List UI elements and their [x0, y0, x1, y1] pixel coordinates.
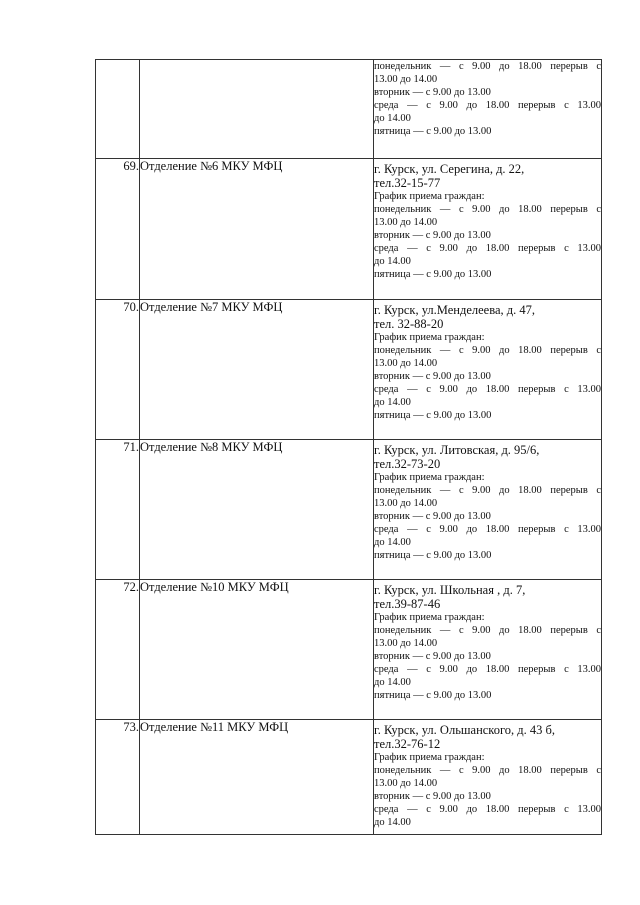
schedule-cell	[374, 60, 602, 159]
mfc-offices-table	[95, 59, 602, 835]
schedule-friday: пятница — с 9.00 до 13.00	[374, 690, 492, 701]
schedule-friday: пятница — с 9.00 до 13.00	[374, 550, 492, 561]
schedule-monday-cont: 13.00 до 14.00	[374, 778, 438, 789]
office-address: г. Курск, ул.Менделеева, д. 47,	[374, 303, 535, 317]
schedule-wednesday: среда — с 9.00 до 18.00 перерыв с 13.00	[374, 524, 601, 535]
office-info-cell	[374, 720, 602, 835]
schedule-monday-cont: 13.00 до 14.00	[374, 217, 438, 228]
schedule-friday: пятница — с 9.00 до 13.00	[374, 269, 492, 280]
office-phone: тел.32-15-77	[374, 176, 441, 190]
schedule-monday-cont: 13.00 до 14.00	[374, 498, 438, 509]
office-address: г. Курск, ул. Ольшанского, д. 43 б,	[374, 723, 556, 737]
schedule-wednesday: среда — с 9.00 до 18.00 перерыв с 13.00	[374, 100, 601, 111]
schedule-monday-cont: 13.00 до 14.00	[374, 358, 438, 369]
schedule-friday: пятница — с 9.00 до 13.00	[374, 410, 492, 421]
schedule-friday: пятница — с 9.00 до 13.00	[374, 126, 492, 137]
schedule-tuesday: вторник — с 9.00 до 13.00	[374, 371, 491, 382]
office-info-cell	[374, 300, 602, 440]
schedule-monday: понедельник — с 9.00 до 18.00 перерыв с	[374, 625, 601, 636]
schedule-heading: График приема граждан:	[374, 472, 485, 483]
schedule-tuesday: вторник — с 9.00 до 13.00	[374, 791, 491, 802]
table-row	[96, 720, 602, 835]
schedule-monday: понедельник — с 9.00 до 18.00 перерыв с	[374, 204, 601, 215]
schedule-wednesday-cont: до 14.00	[374, 397, 411, 408]
schedule-monday: понедельник — с 9.00 до 18.00 перерыв с	[374, 485, 601, 496]
row-number: 69.	[96, 159, 140, 300]
office-info-cell	[374, 440, 602, 580]
schedule-monday: понедельник — с 9.00 до 18.00 перерыв с	[374, 765, 601, 776]
schedule-wednesday-cont: до 14.00	[374, 113, 411, 124]
schedule-wednesday: среда — с 9.00 до 18.00 перерыв с 13.00	[374, 384, 601, 395]
row-number-cell	[96, 60, 140, 159]
schedule-wednesday: среда — с 9.00 до 18.00 перерыв с 13.00	[374, 664, 601, 675]
schedule-monday-cont: 13.00 до 14.00	[374, 638, 438, 649]
table-row	[96, 159, 602, 300]
row-number: 72.	[96, 580, 140, 720]
office-address: г. Курск, ул. Серегина, д. 22,	[374, 162, 525, 176]
table-row	[96, 440, 602, 580]
schedule-wednesday: среда — с 9.00 до 18.00 перерыв с 13.00	[374, 804, 601, 815]
office-phone: тел.32-76-12	[374, 737, 441, 751]
schedule-heading: График приема граждан:	[374, 332, 485, 343]
table-row	[96, 300, 602, 440]
schedule-tuesday: вторник — с 9.00 до 13.00	[374, 651, 491, 662]
office-info-cell	[374, 159, 602, 300]
table-row-continuation	[96, 60, 602, 159]
office-phone: тел.32-73-20	[374, 457, 441, 471]
schedule-heading: График приема граждан:	[374, 191, 485, 202]
schedule-wednesday-cont: до 14.00	[374, 817, 411, 828]
schedule-wednesday-cont: до 14.00	[374, 677, 411, 688]
schedule-heading: График приема граждан:	[374, 752, 485, 763]
office-name: Отделение №6 МКУ МФЦ	[140, 159, 374, 300]
schedule-wednesday-cont: до 14.00	[374, 537, 411, 548]
row-number: 70.	[96, 300, 140, 440]
schedule-wednesday-cont: до 14.00	[374, 256, 411, 267]
table-row	[96, 580, 602, 720]
office-name-cell	[140, 60, 374, 159]
office-phone: тел.39-87-46	[374, 597, 441, 611]
row-number: 73.	[96, 720, 140, 835]
office-address: г. Курск, ул. Школьная , д. 7,	[374, 583, 526, 597]
schedule-tuesday: вторник — с 9.00 до 13.00	[374, 87, 491, 98]
office-name: Отделение №10 МКУ МФЦ	[140, 580, 374, 720]
schedule-heading: График приема граждан:	[374, 612, 485, 623]
schedule-tuesday: вторник — с 9.00 до 13.00	[374, 230, 491, 241]
office-phone: тел. 32-88-20	[374, 317, 444, 331]
office-address: г. Курск, ул. Литовская, д. 95/6,	[374, 443, 540, 457]
schedule-wednesday: среда — с 9.00 до 18.00 перерыв с 13.00	[374, 243, 601, 254]
office-name: Отделение №7 МКУ МФЦ	[140, 300, 374, 440]
office-name: Отделение №11 МКУ МФЦ	[140, 720, 374, 835]
office-name: Отделение №8 МКУ МФЦ	[140, 440, 374, 580]
schedule-monday: понедельник — с 9.00 до 18.00 перерыв с	[374, 345, 601, 356]
office-info-cell	[374, 580, 602, 720]
row-number: 71.	[96, 440, 140, 580]
schedule-monday-cont: 13.00 до 14.00	[374, 74, 438, 85]
schedule-monday: понедельник — с 9.00 до 18.00 перерыв с	[374, 61, 601, 72]
schedule-tuesday: вторник — с 9.00 до 13.00	[374, 511, 491, 522]
